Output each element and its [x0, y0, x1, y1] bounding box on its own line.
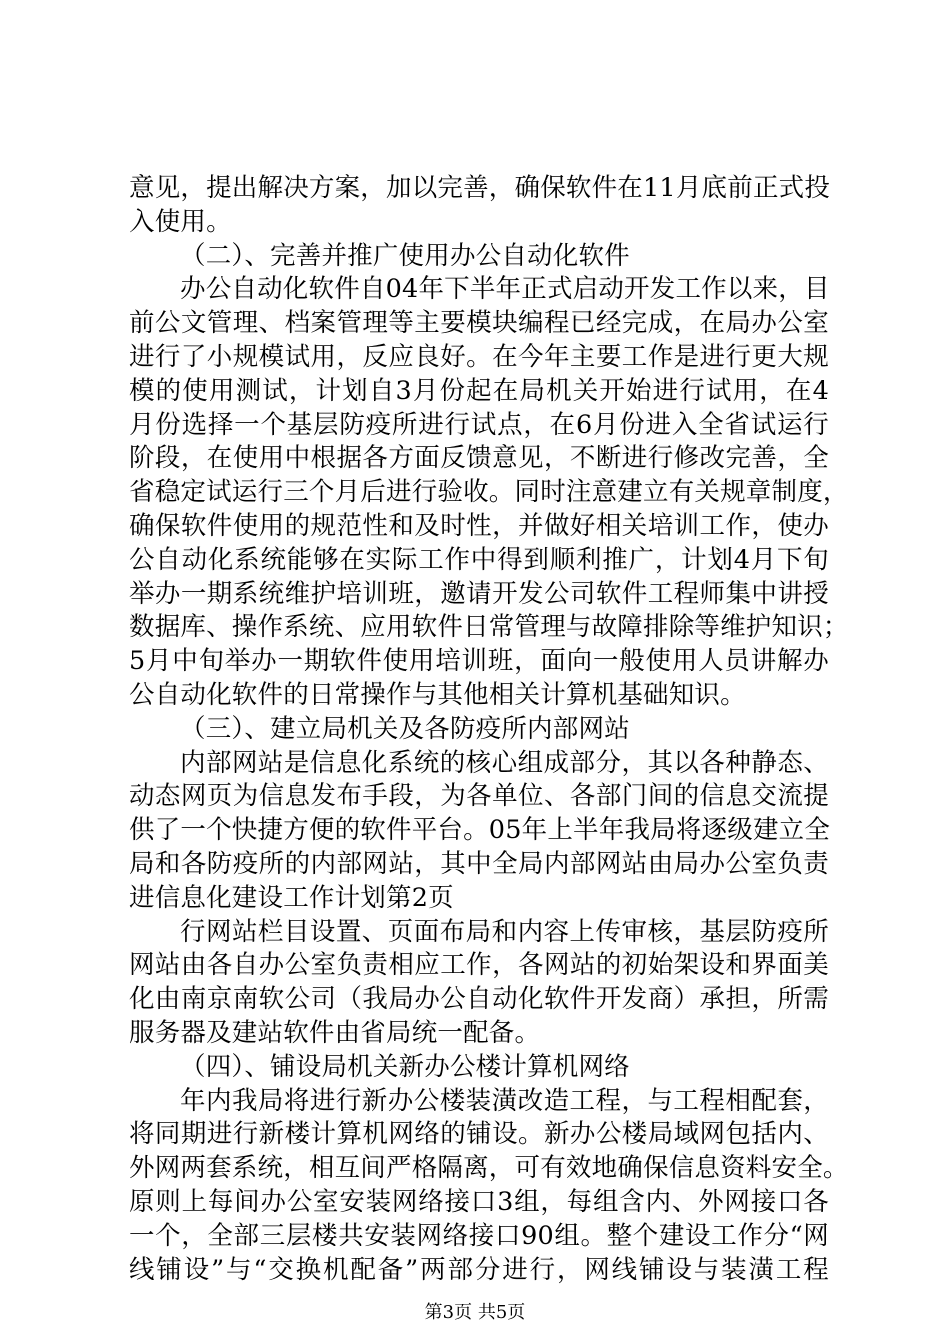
text-line: 确保软件使用的规范性和及时性，并做好相关培训工作，使办 [129, 510, 829, 541]
text-line: 外网两套系统，相互间严格隔离，可有效地确保信息资料安全。 [129, 1153, 849, 1184]
text-line: 进行了小规模试用，反应良好。在今年主要工作是进行更大规 [129, 341, 829, 372]
text-line: 年内我局将进行新办公楼装潢改造工程，与工程相配套， [180, 1085, 829, 1116]
text-line: 服务器及建站软件由省局统一配备。 [129, 1017, 541, 1048]
text-line: 入使用。 [129, 206, 232, 237]
text-line: 省稳定试运行三个月后进行验收。同时注意建立有关规章制度， [129, 477, 849, 508]
text-line: 公自动化系统能够在实际工作中得到顺利推广，计划4月下旬 [129, 544, 829, 575]
text-line: 化由南京南软公司（我局办公自动化软件开发商）承担，所需 [129, 984, 829, 1015]
text-line: 数据库、操作系统、应用软件日常管理与故障排除等维护知识； [129, 612, 849, 643]
text-line: 前公文管理、档案管理等主要模块编程已经完成，在局办公室 [129, 308, 829, 339]
text-line: 内部网站是信息化系统的核心组成部分，其以各种静态、 [180, 747, 829, 778]
text-line: 阶段，在使用中根据各方面反馈意见，不断进行修改完善，全 [129, 443, 829, 474]
section-heading: （二）、完善并推广使用办公自动化软件 [180, 240, 630, 271]
text-line: 一个，全部三层楼共安装网络接口90组。整个建设工作分“网 [129, 1220, 829, 1251]
text-line: 进信息化建设工作计划第2页 [129, 882, 454, 913]
text-line: 模的使用测试，计划自3月份起在局机关开始进行试用，在4 [129, 375, 829, 406]
text-line: 5月中旬举办一期软件使用培训班，面向一般使用人员讲解办 [129, 646, 829, 677]
text-line: 将同期进行新楼计算机网络的铺设。新办公楼局域网包括内、 [129, 1119, 829, 1150]
text-line: 办公自动化软件自04年下半年正式启动开发工作以来，目 [180, 274, 830, 305]
text-line: 原则上每间办公室安装网络接口3组，每组含内、外网接口各 [129, 1186, 829, 1217]
text-line: 月份选择一个基层防疫所进行试点，在6月份进入全省试运行 [129, 409, 829, 440]
text-line: 线铺设”与“交换机配备”两部分进行，网线铺设与装潢工程 [129, 1254, 829, 1285]
text-line: 供了一个快捷方便的软件平台。05年上半年我局将逐级建立全 [129, 815, 831, 846]
section-heading: （四）、铺设局机关新办公楼计算机网络 [180, 1051, 630, 1082]
text-line: 动态网页为信息发布手段，为各单位、各部门间的信息交流提 [129, 781, 829, 812]
text-line: 意见，提出解决方案，加以完善，确保软件在11月底前正式投 [129, 173, 831, 203]
text-line: 网站由各自办公室负责相应工作，各网站的初始架设和界面美 [129, 950, 829, 981]
text-line: 举办一期系统维护培训班，邀请开发公司软件工程师集中讲授 [129, 578, 829, 609]
page-number-footer: 第3页 共5页 [424, 1302, 526, 1323]
section-heading: （三）、建立局机关及各防疫所内部网站 [180, 713, 630, 744]
text-line: 局和各防疫所的内部网站，其中全局内部网站由局办公室负责 [129, 848, 829, 879]
text-line: 公自动化软件的日常操作与其他相关计算机基础知识。 [129, 679, 746, 710]
text-line: 行网站栏目设置、页面布局和内容上传审核，基层防疫所 [180, 916, 829, 947]
document-body [129, 172, 849, 1287]
